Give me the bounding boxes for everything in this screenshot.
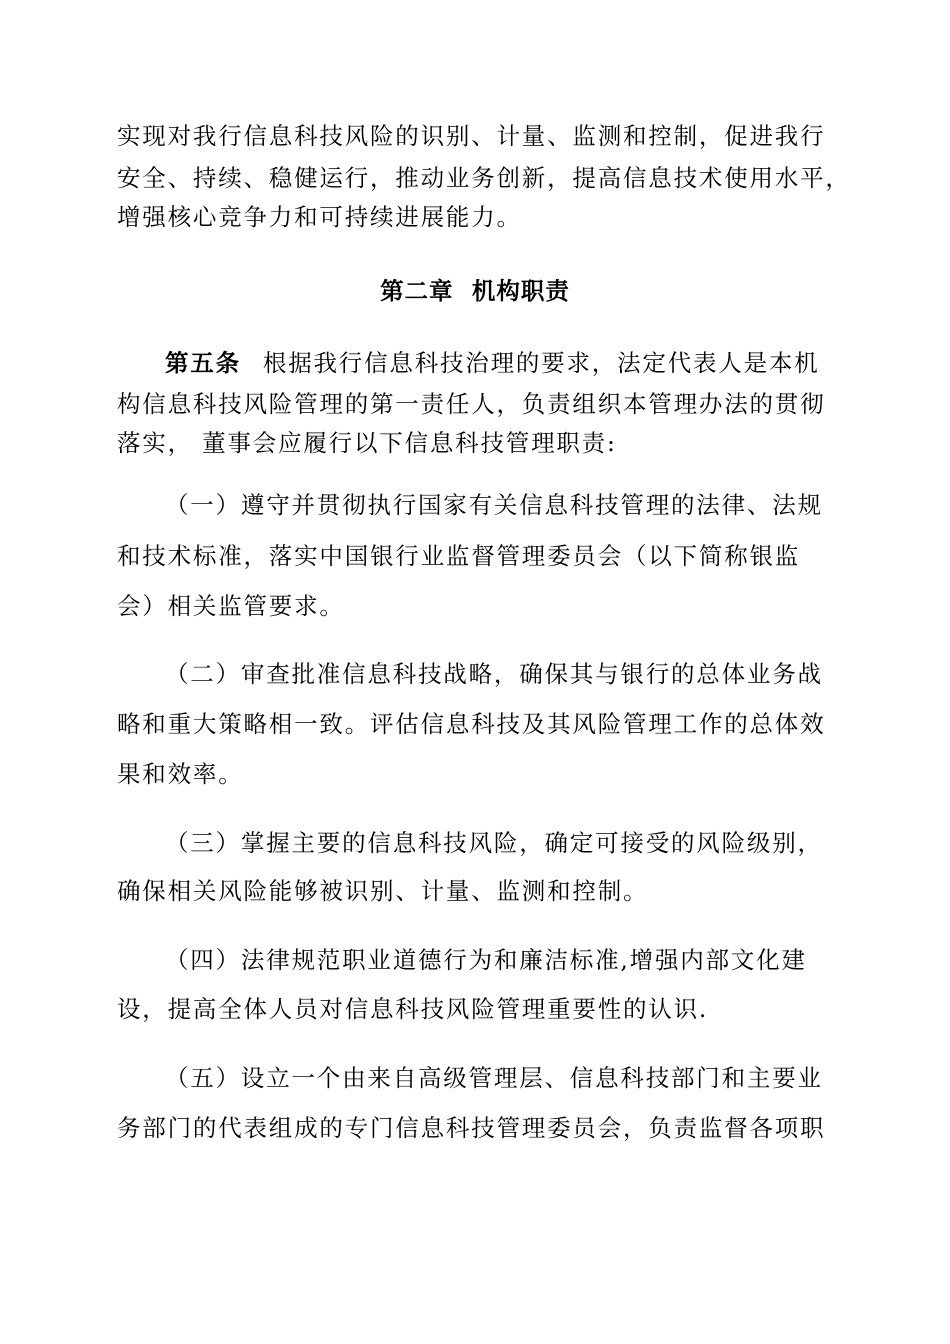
item3-line-1: （三）掌握主要的信息科技风险，确定可接受的风险级别， xyxy=(165,829,823,857)
item2-line-3: 果和效率。 xyxy=(117,760,244,788)
item3-line-2: 确保相关风险能够被识别、计量、监测和控制。 xyxy=(117,877,649,905)
item1-line-1: （一）遵守并贯彻执行国家有关信息科技管理的法律、法规 xyxy=(165,491,823,519)
item1-line-3: 会）相关监管要求。 xyxy=(117,592,345,620)
chapter-title: 第二章 机构职责 xyxy=(380,277,570,305)
item1-line-2: 和技术标准，落实中国银行业监督管理委员会（以下简称银监 xyxy=(117,542,801,570)
article5-text-1: 根据我行信息科技治理的要求，法定代表人是本机 xyxy=(262,349,820,377)
item5-line-1: （五）设立一个由来自高级管理层、信息科技部门和主要业 xyxy=(165,1064,823,1092)
article5-line-1 xyxy=(165,348,820,378)
item4-line-2: 设，提高全体人员对信息科技风险管理重要性的认识. xyxy=(117,995,709,1023)
item5-line-2: 务部门的代表组成的专门信息科技管理委员会，负责监督各项职 xyxy=(117,1114,826,1142)
intro-line-2: 安全、持续、稳健运行，推动业务创新，提高信息技术使用水平， xyxy=(117,164,851,192)
article5-line-3: 落实， 董事会应履行以下信息科技管理职责: xyxy=(117,429,617,457)
article5-line-2: 构信息科技风险管理的第一责任人，负责组织本管理办法的贯彻 xyxy=(117,390,826,418)
article5-label: 第五条 xyxy=(165,349,241,377)
intro-line-1: 实现对我行信息科技风险的识别、计量、监测和控制，促进我行 xyxy=(117,122,826,150)
intro-line-3: 增强核心竞争力和可持续进展能力。 xyxy=(117,203,522,231)
item2-line-1: （二）审查批准信息科技战略，确保其与银行的总体业务战 xyxy=(165,660,823,688)
item2-line-2: 略和重大策略相一致。评估信息科技及其风险管理工作的总体效 xyxy=(117,710,826,738)
item4-line-1: （四）法律规范职业道德行为和廉洁标准,增强内部文化建 xyxy=(165,946,807,974)
